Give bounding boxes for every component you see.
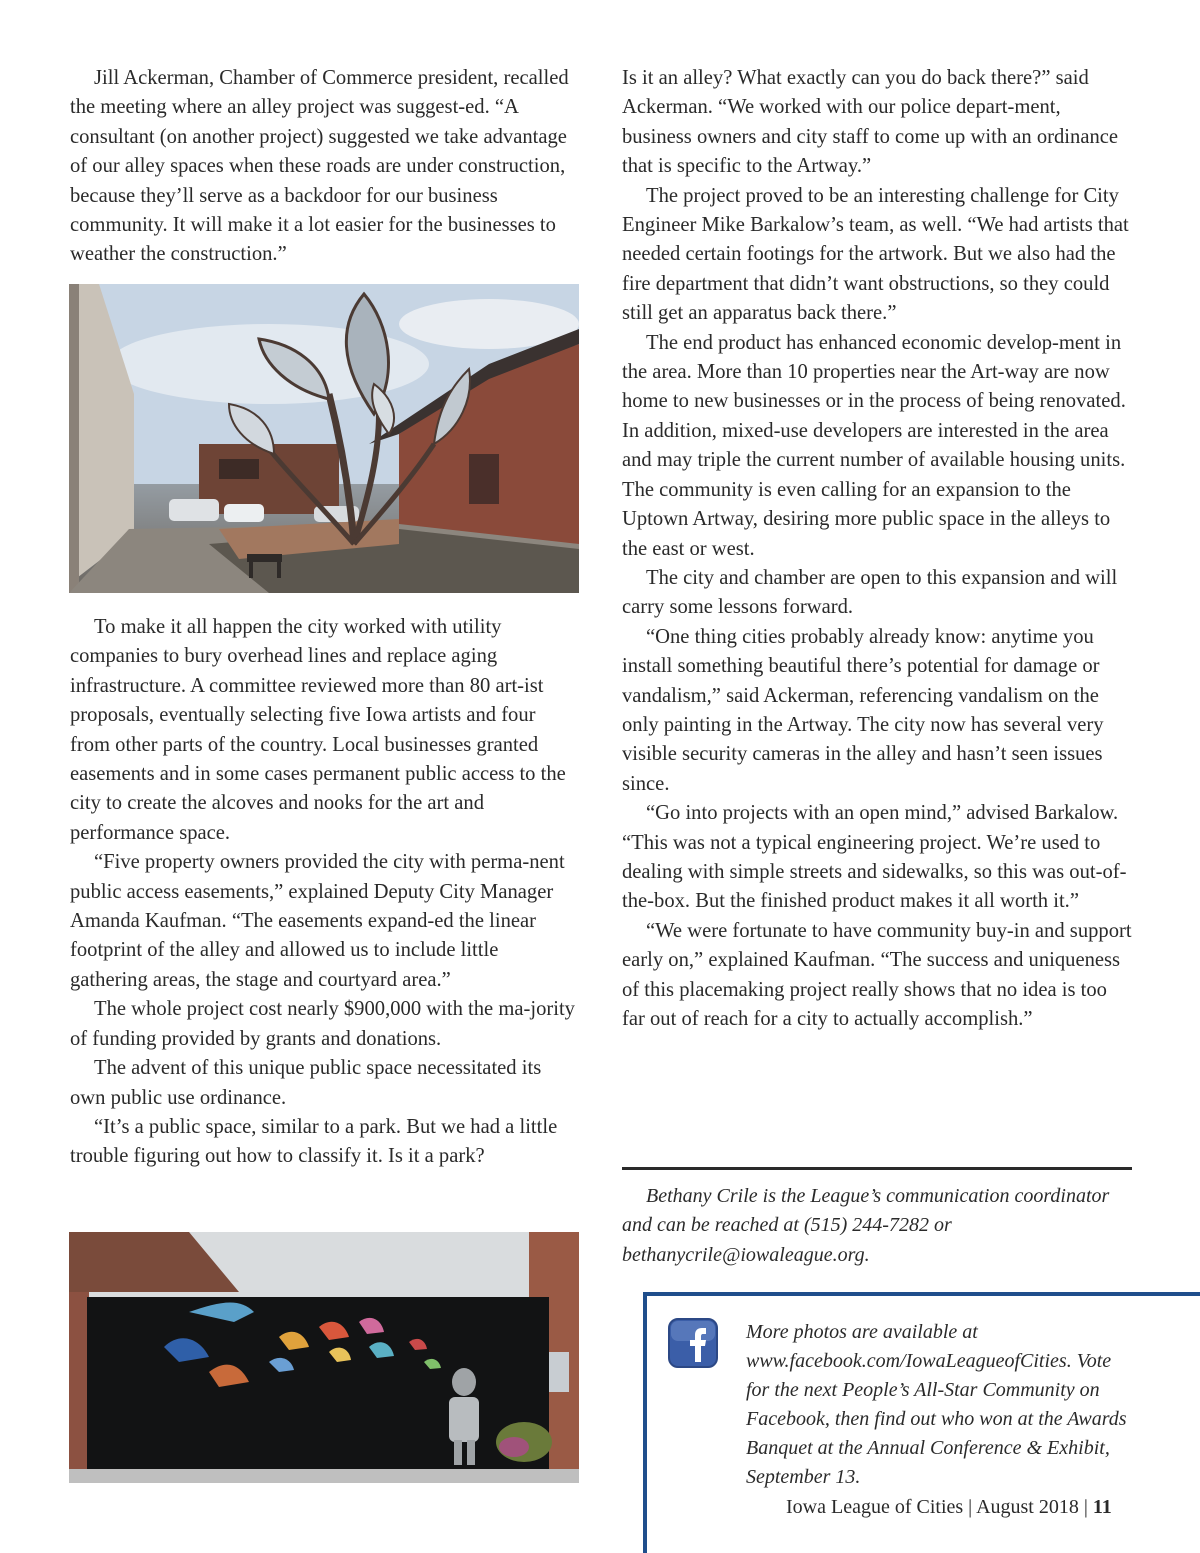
paragraph: To make it all happen the city worked with utility companies to bury overhead lines and replace aging infrastructure. A committee reviewed more than 80 art-ist proposals, eventually selecting five Iowa artists and four from other parts of the country. Local businesses granted easements and in some cases permanent public access to the city to create the alcoves and nooks for the art and performance space. [70, 616, 566, 844]
byline-text: Bethany Crile is the League’s communication coordinator and can be reached at (515) 244-7282 or bethanycrile@iowaleague.org. [622, 1185, 1110, 1266]
footer-separator: | [968, 1496, 977, 1518]
paragraph: “One thing cities probably already know: anytime you install something beautiful there’s potential for damage or vandalism,” said Ackerman, referencing vandalism on the only painting in the Artway. The city now has several very visible security cameras in the alley and hasn’t seen issues since. [622, 625, 1104, 795]
footer-separator: | [1083, 1496, 1093, 1518]
issue-date: August 2018 [976, 1496, 1079, 1518]
paragraph: “It’s a public space, similar to a park. But we had a little trouble figuring out how to classify it. Is it a park? [70, 1115, 558, 1168]
page-footer [786, 1496, 1136, 1519]
left-column-top [70, 64, 580, 270]
paragraph: The city and chamber are open to this expansion and will carry some lessons forward. [622, 566, 1118, 619]
paragraph: “We were fortunate to have community buy-in and support early on,” explained Kaufman. “The success and uniqueness of this placemaking project really shows that no idea is too far out of reach for a city to actually accomplish.” [622, 919, 1132, 1030]
right-column [622, 64, 1132, 1034]
bird-mural-photo [69, 1232, 579, 1483]
author-byline [622, 1182, 1134, 1270]
paragraph: The end product has enhanced economic develop-ment in the area. More than 10 properties near the Art-way are now home to new businesses or in the process of being renovated. In addition, mixed-use developers are interested in the area and may triple the current number of available housing units. The community is even calling for an expansion to the Uptown Artway, desiring more public space in the alleys to the east or west. [622, 331, 1126, 560]
paragraph: The advent of this unique public space necessitated its own public use ordinance. [70, 1057, 542, 1109]
facebook-callout-text: More photos are available at www.facebook.com/IowaLeagueofCities. Vote for the next People’s All-Star Community on Facebook, then find out who won at the Awards Banquet at the Annual Conference & Exhibit, September 13. [746, 1321, 1127, 1488]
paragraph: Jill Ackerman, Chamber of Commerce president, recalled the meeting where an alley project was suggest-ed. “A consultant (on another project) suggested we take advantage of our alley spaces when these roads are under construction, because they’ll serve as a backdoor for our business community. It will make it a lot easier for the businesses to weather the construction.” [70, 67, 569, 266]
alley-sculpture-photo [69, 284, 579, 593]
alley-sculpture-illustration [69, 284, 579, 593]
page-number: 11 [1092, 1496, 1112, 1518]
paragraph: “Go into projects with an open mind,” advised Barkalow. “This was not a typical engineering project. We’re used to dealing with simple streets and sidewalks, so this was out-of-the-box. But the finished product makes it all worth it.” [622, 802, 1127, 913]
facebook-icon[interactable] [668, 1318, 718, 1368]
paragraph: The whole project cost nearly $900,000 with the ma-jority of funding provided by grants and donations. [70, 998, 575, 1050]
publication-name: Iowa League of Cities [786, 1496, 964, 1518]
paragraph: Is it an alley? What exactly can you do back there?” said Ackerman. “We worked with our police depart-ment, business owners and city staff to come up with an ordinance that is specific to the Artway.” [622, 67, 1119, 178]
bird-mural-illustration [69, 1232, 579, 1483]
paragraph: “Five property owners provided the city with perma-nent public access easements,” explained Deputy City Manager Amanda Kaufman. “The easements expand-ed the linear footprint of the alley and allowed us to include little gathering areas, the stage and courtyard area.” [70, 851, 565, 991]
paragraph: The project proved to be an interesting challenge for City Engineer Mike Barkalow’s team, as well. “We had artists that needed certain footings for the artwork. But we also had the fire department that didn’t want obstructions, so they could still get an apparatus back there.” [622, 184, 1129, 325]
left-column-bottom [70, 613, 580, 1172]
byline-divider [622, 1167, 1132, 1170]
